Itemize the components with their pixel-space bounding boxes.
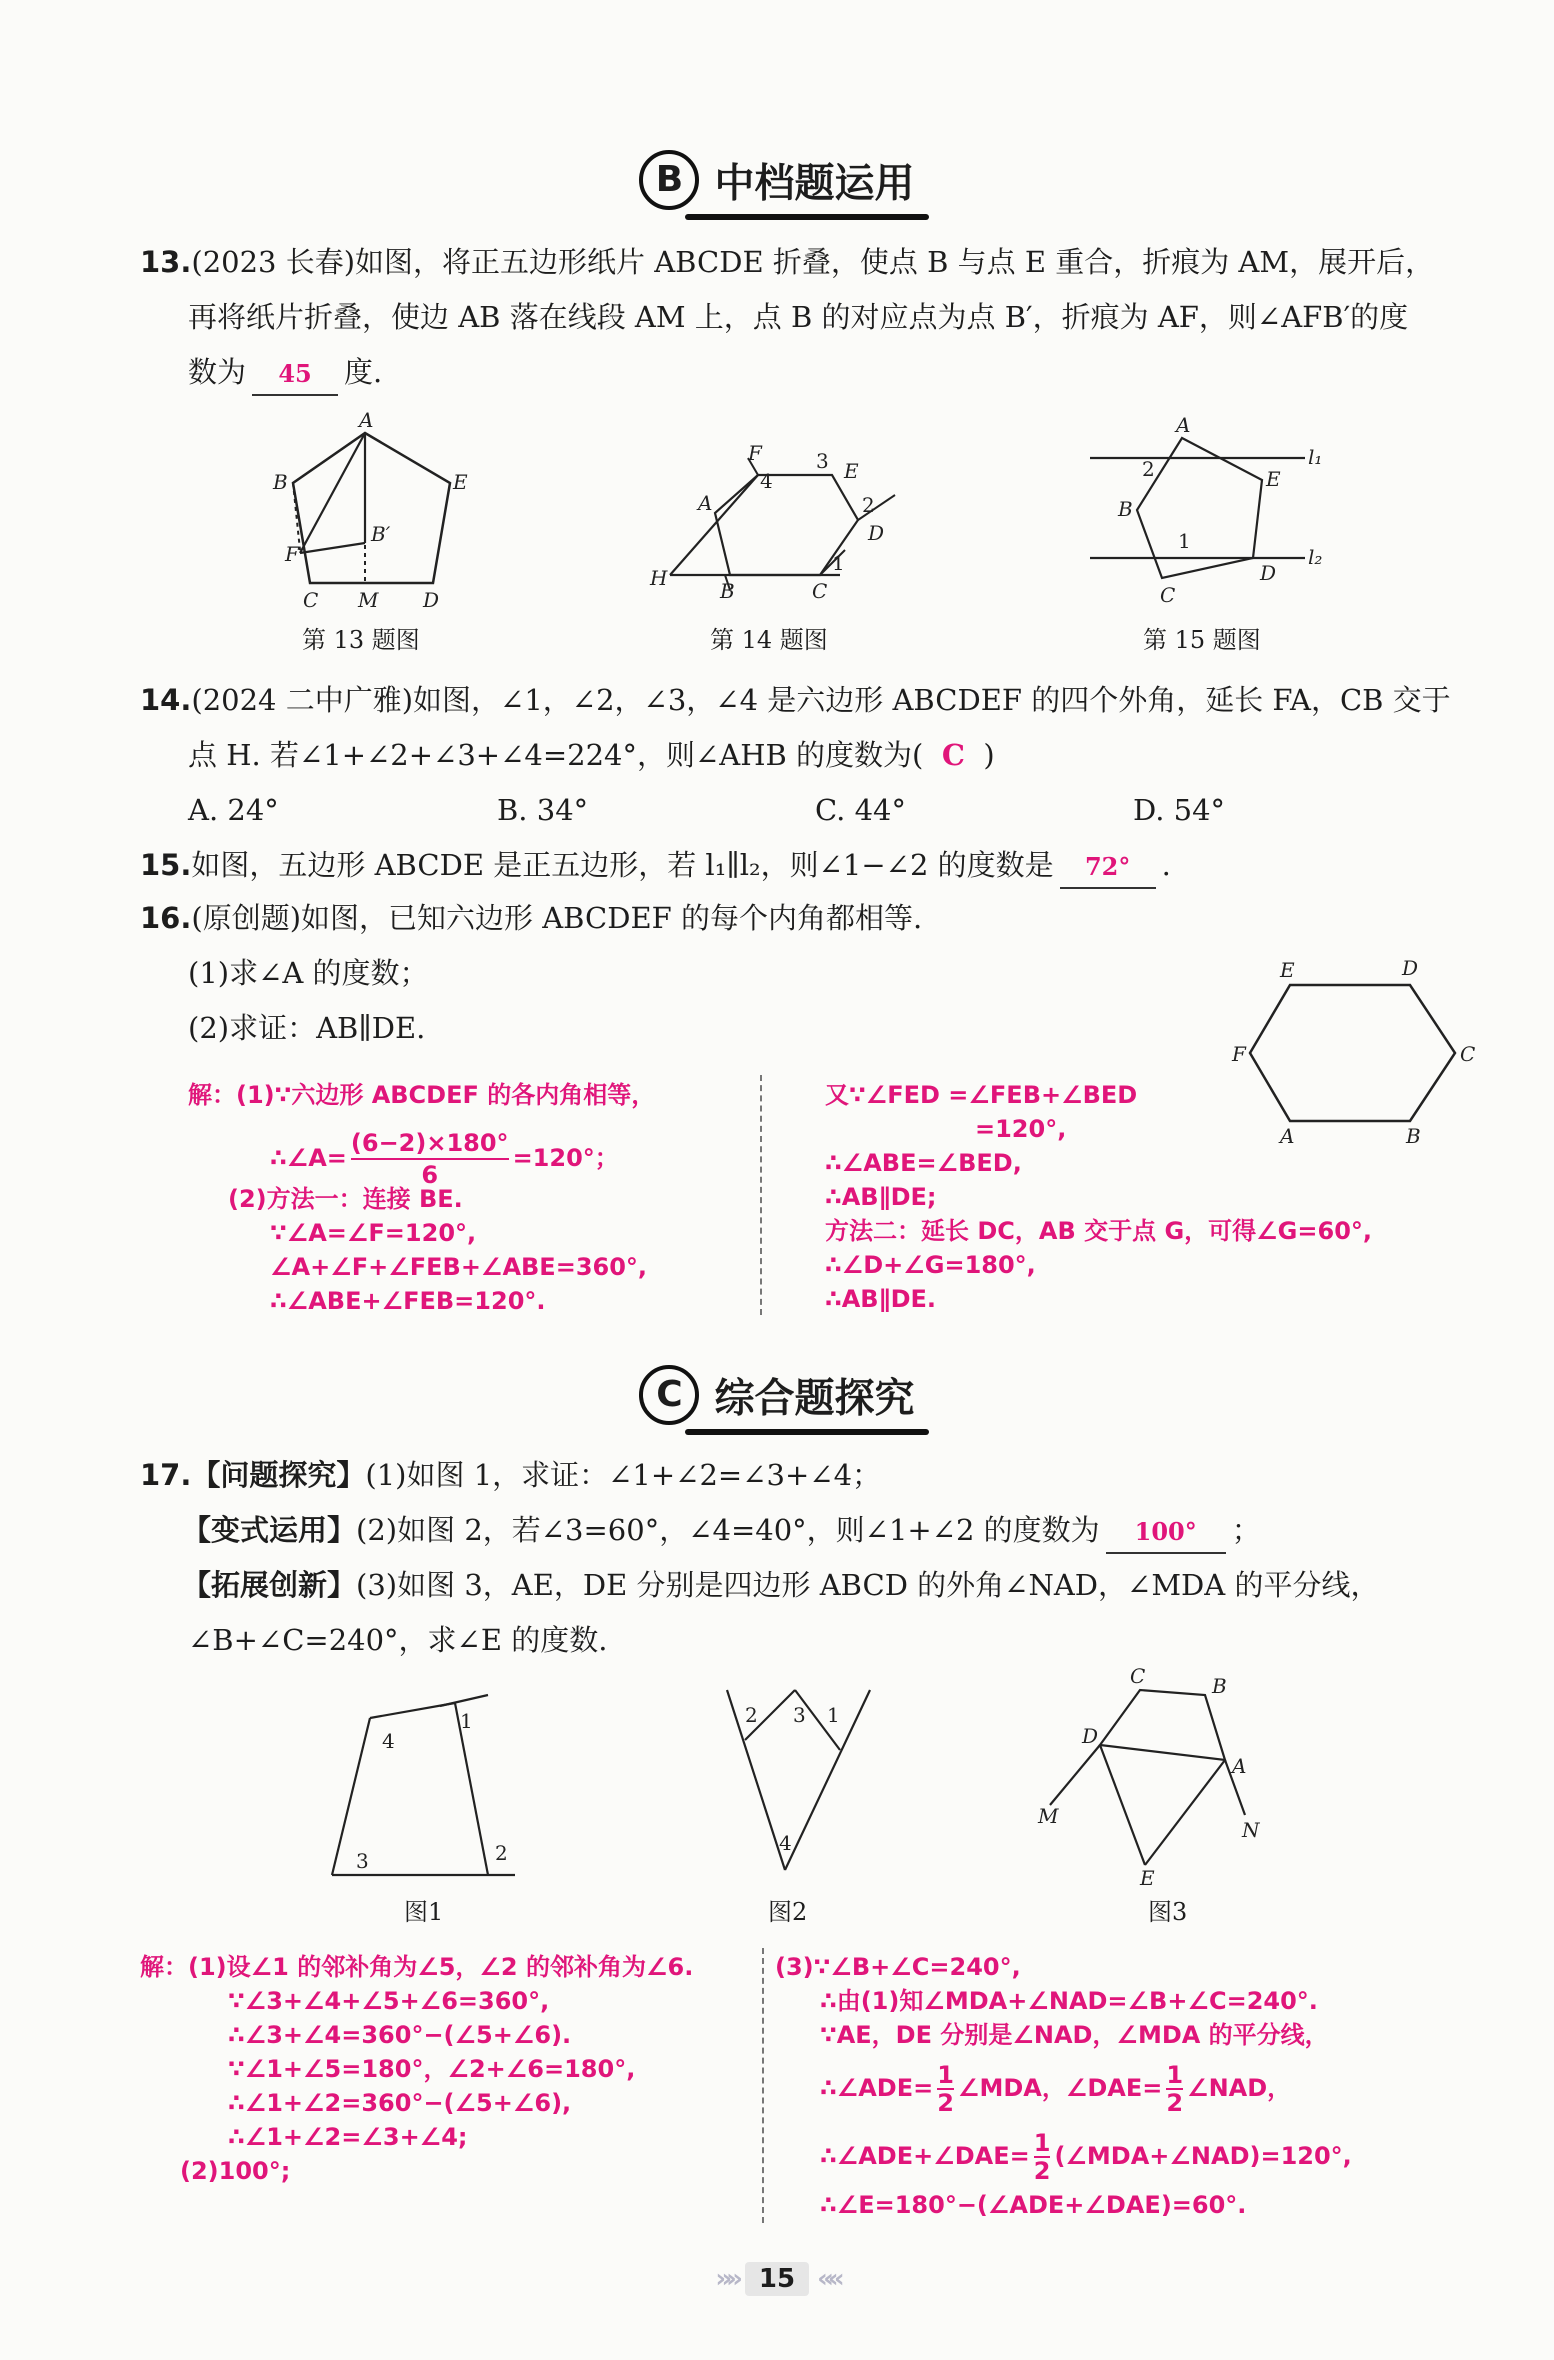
q17-number: 17. <box>140 1458 192 1492</box>
q16-part1: (1)求∠A 的度数； <box>188 956 429 990</box>
q17-sol-left-6: ∴∠1+∠2=∠3+∠4; <box>228 2123 468 2151</box>
fig17-3-label-c: C <box>1130 1664 1146 1688</box>
section-c-header <box>0 1365 1554 1435</box>
q17-sol-right-6: ∴∠E=180°−(∠ADE+∠DAE)=60°. <box>820 2191 1247 2219</box>
q17-half-3 <box>1034 2130 1051 2184</box>
q16-fraction <box>351 1128 509 1190</box>
fig15-label-e: E <box>1266 467 1281 491</box>
q14-option-b: B. 34° <box>497 793 589 827</box>
q16-sol-right-1: 又∵∠FED =∠FEB+∠BED <box>825 1081 1138 1109</box>
q14-option-d: D. 54° <box>1133 793 1226 827</box>
fig15-label-b: B <box>1118 497 1133 521</box>
q17-text1: (1)如图 1，求证：∠1+∠2=∠3+∠4； <box>365 1458 882 1492</box>
q16-frac-res: =120°； <box>512 1144 619 1172</box>
fig17-2-angle-4: 4 <box>779 1831 792 1855</box>
q13-text3-post: 度. <box>344 355 383 389</box>
q13-answer-blank: 45 <box>252 354 338 396</box>
q16-sol-left-2 <box>270 1128 619 1190</box>
q17-half-3-den: 2 <box>1033 2157 1051 2185</box>
fig17-1-angle-3: 3 <box>356 1849 369 1873</box>
fig14-label-d: D <box>868 521 885 545</box>
q17-tag2: 【变式运用】 <box>182 1513 357 1547</box>
q16-sol-right-2: =120°, <box>975 1115 1067 1143</box>
q13-line1 <box>140 242 1434 282</box>
fig17-1-angle-2: 2 <box>495 1841 508 1865</box>
q17-line2 <box>182 1510 1261 1554</box>
q17-solution-divider <box>762 1948 764 2223</box>
fig17-3-caption: 图3 <box>1148 1898 1188 1926</box>
q15-text-post: . <box>1161 848 1171 882</box>
fig17-3-label-m: M <box>1038 1804 1059 1828</box>
q13-text1: (2023 长春)如图，将正五边形纸片 ABCDE 折叠，使点 B 与点 E 重合，折痕为 AM，展开后， <box>191 245 1435 279</box>
q14-option-c: C. 44° <box>815 793 906 827</box>
figure-15 <box>1080 410 1360 615</box>
fig13-label-bprime: B′ <box>371 522 391 546</box>
section-b-title: 中档题运用 <box>714 160 915 207</box>
fig17-3-label-a: A <box>1232 1754 1247 1778</box>
q16-text1: (原创题)如图，已知六边形 ABCDEF 的每个内角都相等. <box>191 901 923 935</box>
q17-tag1: 【问题探究】 <box>191 1458 366 1492</box>
figure-13 <box>255 405 485 620</box>
section-b-underline <box>685 214 928 220</box>
section-b-badge: B <box>639 150 699 210</box>
q17-line4: ∠B+∠C=240°，求∠E 的度数. <box>188 1623 608 1657</box>
q16-sol-right-3: ∴∠ABE=∠BED, <box>825 1149 1022 1177</box>
q17-text2-pre: (2)如图 2，若∠3=60°，∠4=40°，则∠1+∠2 的度数为 <box>356 1513 1100 1547</box>
q14-number: 14. <box>140 683 192 717</box>
q16-frac-num: (6−2)×180° <box>351 1128 509 1160</box>
fig16-label-d: D <box>1402 956 1419 980</box>
q17-half-1-den: 2 <box>937 2089 954 2117</box>
q17-sol-nad: ∠NAD， <box>1187 2074 1292 2102</box>
q13-text3-pre: 数为 <box>188 355 247 389</box>
q16-solution-divider <box>760 1075 762 1315</box>
q17-sol-right-3: ∵AE，DE 分别是∠NAD，∠MDA 的平分线， <box>820 2021 1329 2049</box>
fig14-label-h: H <box>650 566 668 590</box>
q17-text3: (3)如图 3，AE，DE 分别是四边形 ABCD 的外角∠NAD，∠MDA 的平分线， <box>356 1568 1380 1602</box>
q17-sol-left-3: ∴∠3+∠4=360°−(∠5+∠6). <box>228 2021 572 2049</box>
q17-half-2-den: 2 <box>1166 2089 1184 2117</box>
fig16-label-b: B <box>1406 1124 1421 1148</box>
fig13-label-b: B <box>273 470 288 494</box>
q17-sol-right-1: (3)∵∠B+∠C=240°, <box>775 1953 1021 1981</box>
fig14-angle-3: 3 <box>816 449 829 473</box>
q13-number: 13. <box>140 245 192 279</box>
q17-sol-sum: ∴∠ADE+∠DAE= <box>820 2142 1030 2170</box>
fig15-label-c: C <box>1160 583 1176 607</box>
q16-frac-den: 6 <box>421 1161 439 1189</box>
q17-line1 <box>140 1455 881 1495</box>
fig14-label-e: E <box>844 459 859 483</box>
q16-sol-left-5: ∠A+∠F+∠FEB+∠ABE=360°, <box>270 1253 648 1281</box>
fig17-2-angle-1: 1 <box>827 1703 840 1727</box>
fig17-3-label-e: E <box>1140 1866 1155 1890</box>
fig13-label-m: M <box>358 588 379 612</box>
fig13-label-d: D <box>423 588 440 612</box>
section-b-header <box>0 150 1554 220</box>
fig17-1-caption: 图1 <box>404 1898 444 1926</box>
q16-sol-left-6: ∴∠ABE+∠FEB=120°. <box>270 1287 546 1315</box>
figure-14 <box>640 420 900 615</box>
q17-half-1 <box>937 2062 954 2116</box>
q17-sol-left-5: ∴∠1+∠2=360°−(∠5+∠6), <box>228 2089 572 2117</box>
q17-answer-blank: 100° <box>1106 1512 1226 1554</box>
fig16-label-a: A <box>1280 1124 1295 1148</box>
q17-sol-mda: ∠MDA，∠DAE= <box>957 2074 1163 2102</box>
q14-text2-pre: 点 H. 若∠1+∠2+∠3+∠4=224°，则∠AHB 的度数为( <box>188 738 924 772</box>
q17-sol-right-5 <box>820 2130 1352 2184</box>
fig14-label-b: B <box>720 579 735 603</box>
q14-text1: (2024 二中广雅)如图，∠1，∠2，∠3，∠4 是六边形 ABCDEF 的四个外角，延长 FA，CB 交于 <box>191 683 1451 717</box>
q14-answer: C <box>941 738 965 772</box>
fig16-label-e: E <box>1280 958 1295 982</box>
q16-sol-right-4: ∴AB∥DE; <box>825 1183 937 1211</box>
q16-sol-left-3: (2)方法一：连接 BE. <box>228 1185 463 1213</box>
fig15-label-l2: l₂ <box>1308 545 1323 569</box>
figure-16-hexagon <box>1232 945 1480 1148</box>
q17-line3 <box>182 1565 1379 1605</box>
fig14-angle-4: 4 <box>760 469 773 493</box>
q16-number: 16. <box>140 901 192 935</box>
fig14-angle-1: 1 <box>832 551 845 575</box>
q14-line2 <box>188 735 995 775</box>
q17-sol-left-1: 解：(1)设∠1 的邻补角为∠5，∠2 的邻补角为∠6. <box>140 1953 694 1981</box>
fig15-label-d: D <box>1260 561 1277 585</box>
q17-text2-post: ； <box>1231 1513 1261 1547</box>
fig17-3-label-n: N <box>1242 1818 1260 1842</box>
fig15-angle-2: 2 <box>1142 457 1155 481</box>
q13-line2: 再将纸片折叠，使边 AB 落在线段 AM 上，点 B 的对应点为点 B′，折痕为 AF，则∠AFB′的度 <box>188 300 1409 334</box>
page-chevron-left: »» <box>715 2264 737 2294</box>
figure-17-1 <box>320 1670 540 1885</box>
fig15-angle-1: 1 <box>1178 529 1191 553</box>
q14-option-a: A. 24° <box>188 793 279 827</box>
q14-text2-post: ) <box>983 738 995 772</box>
page-chevron-right: «« <box>817 2264 839 2294</box>
q17-half-2 <box>1166 2062 1183 2116</box>
q15-answer-blank: 72° <box>1060 847 1156 889</box>
q14-line1 <box>140 680 1451 720</box>
figure-17-3 <box>1030 1665 1270 1890</box>
q17-sol-sum-res: (∠MDA+∠NAD)=120°, <box>1054 2142 1352 2170</box>
q17-tag3: 【拓展创新】 <box>182 1568 357 1602</box>
q17-sol-left-4: ∵∠1+∠5=180°，∠2+∠6=180°, <box>228 2055 636 2083</box>
page-number: 15 <box>745 2262 809 2296</box>
fig13-label-a: A <box>359 408 374 432</box>
q16-sol-angle-a: ∴∠A= <box>270 1144 347 1172</box>
fig14-label-c: C <box>812 579 828 603</box>
section-c-badge: C <box>639 1365 699 1425</box>
fig13-label-c: C <box>303 588 319 612</box>
fig14-label-a: A <box>698 491 713 515</box>
fig17-3-label-b: B <box>1212 1674 1227 1698</box>
fig15-label-l1: l₁ <box>1308 445 1323 469</box>
q17-sol-ade: ∴∠ADE= <box>820 2074 934 2102</box>
fig17-2-angle-2: 2 <box>745 1703 758 1727</box>
fig17-2-angle-3: 3 <box>793 1703 806 1727</box>
q17-half-3-num: 1 <box>1033 2129 1051 2157</box>
q17-sol-right-2: ∴由(1)知∠MDA+∠NAD=∠B+∠C=240°. <box>820 1987 1318 2015</box>
q13-line3 <box>188 352 382 396</box>
q16-sol-right-5: 方法二：延长 DC，AB 交于点 G，可得∠G=60°, <box>825 1217 1373 1245</box>
fig17-1-angle-4: 4 <box>382 1729 395 1753</box>
page-number-bar <box>0 2262 1554 2296</box>
q17-sol-left-7: (2)100°; <box>180 2157 291 2185</box>
q15-text-pre: 如图，五边形 ABCDE 是正五边形，若 l₁∥l₂，则∠1−∠2 的度数是 <box>191 848 1054 882</box>
fig14-caption: 第 14 题图 <box>710 626 828 654</box>
q16-part2: (2)求证：AB∥DE. <box>188 1011 426 1045</box>
fig15-caption: 第 15 题图 <box>1143 626 1261 654</box>
fig17-1-angle-1: 1 <box>460 1709 473 1733</box>
fig13-label-e: E <box>453 470 468 494</box>
fig16-label-f: F <box>1232 1042 1246 1066</box>
fig14-angle-2: 2 <box>862 493 875 517</box>
figure-17-2 <box>715 1680 885 1880</box>
fig13-label-f: F <box>285 542 299 566</box>
q16-sol-left-4: ∵∠A=∠F=120°, <box>270 1219 477 1247</box>
section-c-title: 综合题探究 <box>714 1375 915 1422</box>
fig16-label-c: C <box>1460 1042 1476 1066</box>
q17-sol-left-2: ∵∠3+∠4+∠5+∠6=360°, <box>228 1987 550 2015</box>
q15-line <box>140 845 1171 889</box>
q16-sol-right-6: ∴∠D+∠G=180°, <box>825 1251 1036 1279</box>
q17-half-1-num: 1 <box>937 2061 954 2089</box>
q16-sol-right-7: ∴AB∥DE. <box>825 1285 936 1313</box>
section-c-underline <box>685 1429 928 1435</box>
q15-number: 15. <box>140 848 192 882</box>
q17-sol-right-4 <box>820 2062 1291 2116</box>
fig17-2-caption: 图2 <box>768 1898 808 1926</box>
fig14-label-f: F <box>748 441 762 465</box>
q16-sol-left-1: 解：(1)∵六边形 ABCDEF 的各内角相等， <box>188 1081 656 1109</box>
fig17-3-label-d: D <box>1082 1724 1099 1748</box>
fig15-label-a: A <box>1176 413 1191 437</box>
fig13-caption: 第 13 题图 <box>302 626 420 654</box>
q17-half-2-num: 1 <box>1166 2061 1184 2089</box>
q16-line1 <box>140 898 922 938</box>
